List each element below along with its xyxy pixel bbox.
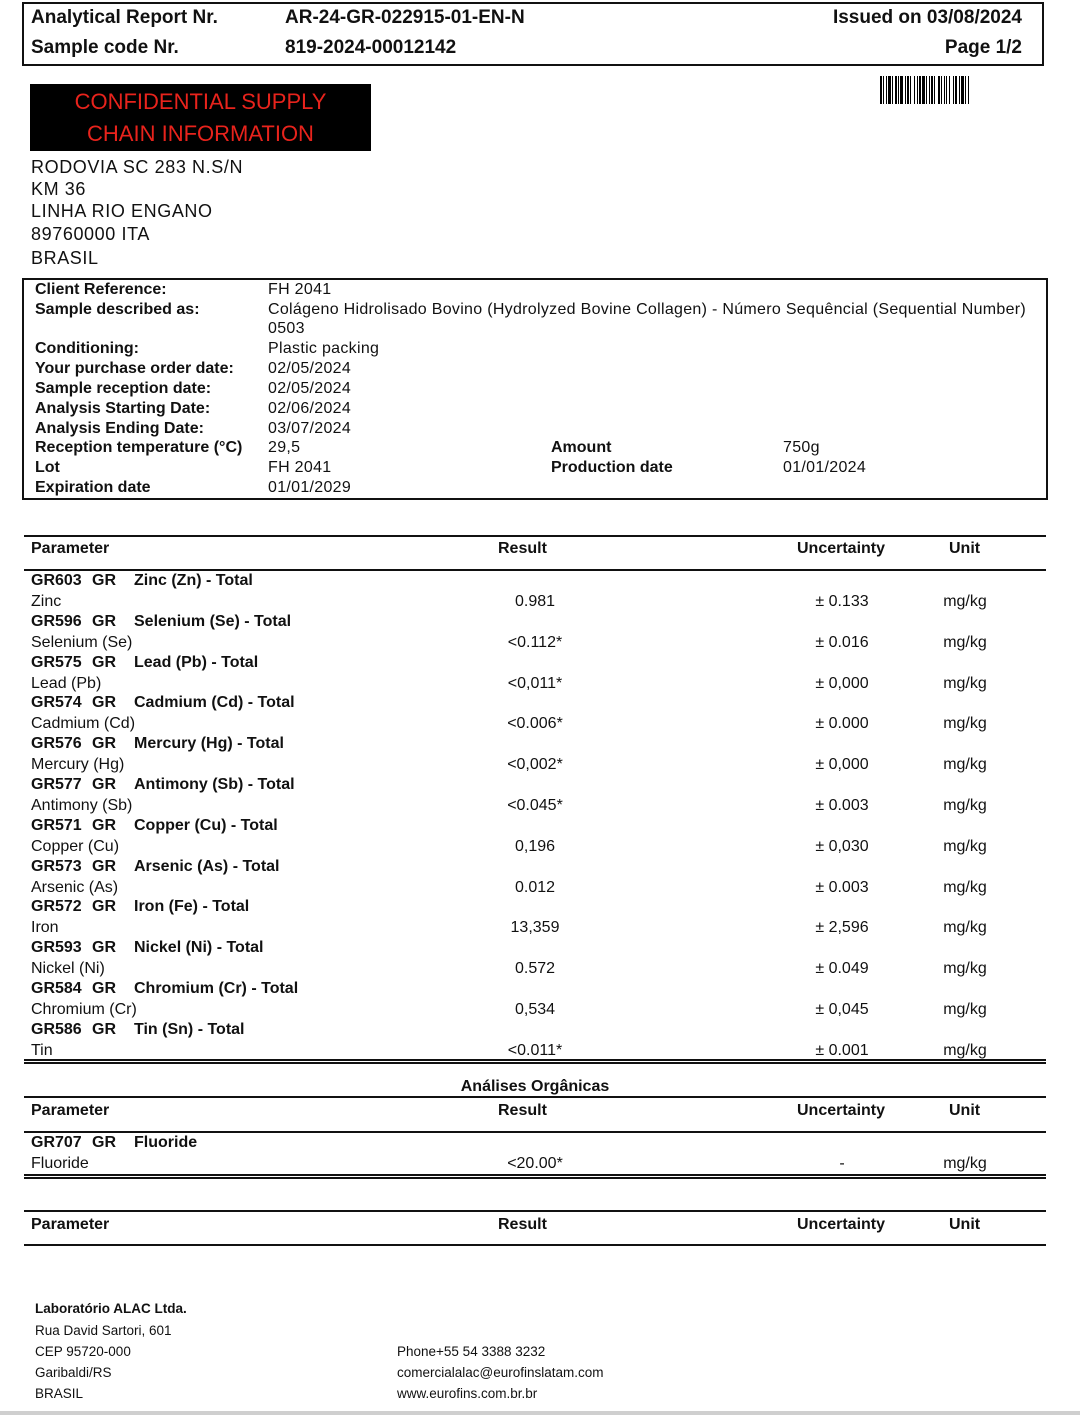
col-header-unit: Unit bbox=[949, 1216, 981, 1233]
confidential-line-2: CHAIN INFORMATION bbox=[87, 121, 314, 146]
amount-label: Amount bbox=[551, 439, 612, 456]
barcode-bar bbox=[886, 76, 887, 104]
page-indicator: Page 1/2 bbox=[944, 37, 1022, 58]
method-code: GR593 bbox=[31, 939, 82, 957]
reception-temp: 29,5 bbox=[268, 439, 301, 456]
result-value: 0.981 bbox=[514, 593, 556, 610]
unit-value: mg/kg bbox=[943, 715, 987, 733]
lot: FH 2041 bbox=[268, 459, 332, 476]
sample-description: Colágeno Hidrolisado Bovino (Hydrolyzed Bovine Collagen) - Número Sequêncial (Sequential Number) bbox=[268, 301, 1027, 318]
table-rule bbox=[24, 1244, 1046, 1246]
barcode-bar bbox=[898, 76, 899, 104]
unit-value: mg/kg bbox=[943, 633, 987, 651]
method-title: Nickel (Ni) - Total bbox=[134, 939, 264, 957]
sample-description-cont: 0503 bbox=[268, 320, 305, 337]
method-title: Lead (Pb) - Total bbox=[134, 653, 259, 671]
method-title: Mercury (Hg) - Total bbox=[134, 735, 284, 753]
unit-value: mg/kg bbox=[943, 960, 987, 978]
barcode-bar bbox=[953, 76, 954, 104]
uncertainty-value: - bbox=[839, 1155, 845, 1172]
method-code: GR596 bbox=[31, 612, 82, 630]
barcode-bar bbox=[883, 76, 884, 104]
unit-value: mg/kg bbox=[943, 1155, 987, 1172]
barcode-bar bbox=[955, 76, 957, 104]
expiration-date: 01/01/2029 bbox=[268, 479, 352, 496]
method-lab: GR bbox=[92, 857, 116, 875]
method-code: GR573 bbox=[31, 857, 82, 875]
parameter-name: Tin bbox=[31, 1041, 53, 1059]
parameter-name: Nickel (Ni) bbox=[31, 960, 105, 978]
analysis-end-label: Analysis Ending Date: bbox=[35, 420, 204, 437]
method-title: Antimony (Sb) - Total bbox=[134, 776, 295, 793]
method-code: GR572 bbox=[31, 898, 82, 916]
unit-value: mg/kg bbox=[943, 919, 987, 937]
page-bottom-edge bbox=[0, 1411, 1080, 1415]
parameter-name: Selenium (Se) bbox=[31, 633, 133, 651]
parameter-name: Lead (Pb) bbox=[31, 674, 102, 692]
table-rule bbox=[24, 569, 1046, 571]
lab-address-line: BRASIL bbox=[35, 1386, 84, 1401]
unit-value: mg/kg bbox=[943, 674, 987, 692]
barcode-bar bbox=[907, 76, 909, 104]
uncertainty-value: ± 0,030 bbox=[815, 837, 869, 855]
method-code: GR707 bbox=[31, 1134, 82, 1151]
issue-date: Issued on 03/08/2024 bbox=[832, 7, 1022, 28]
address-line: LINHA RIO ENGANO bbox=[31, 201, 213, 221]
col-header-result: Result bbox=[498, 540, 547, 557]
parameter-name: Mercury (Hg) bbox=[31, 756, 125, 774]
method-code: GR577 bbox=[31, 776, 82, 793]
conditioning-label: Conditioning: bbox=[35, 340, 139, 357]
method-code: GR584 bbox=[31, 980, 82, 997]
barcode-bar bbox=[910, 76, 911, 104]
table-rule bbox=[24, 1210, 1046, 1212]
barcode-bar bbox=[931, 76, 933, 104]
method-code: GR574 bbox=[31, 694, 82, 712]
result-value: 0,534 bbox=[514, 1001, 556, 1018]
col-header-unit: Unit bbox=[949, 540, 981, 557]
lab-phone: Phone+55 54 3388 3232 bbox=[397, 1344, 546, 1359]
result-value: 13,359 bbox=[510, 919, 560, 937]
barcode-bar bbox=[938, 76, 940, 104]
barcode-bar bbox=[926, 76, 927, 104]
analysis-start: 02/06/2024 bbox=[268, 400, 352, 417]
col-header-parameter: Parameter bbox=[31, 540, 110, 557]
col-header-result: Result bbox=[498, 1102, 547, 1119]
barcode-bar bbox=[961, 76, 964, 104]
barcode-bar bbox=[888, 76, 891, 104]
barcode-bar bbox=[941, 76, 942, 104]
barcode-bar bbox=[965, 76, 966, 104]
report-number-label: Analytical Report Nr. bbox=[31, 7, 218, 28]
address-line: BRASIL bbox=[31, 248, 99, 268]
lot-label: Lot bbox=[35, 459, 60, 476]
result-value: <0.011* bbox=[507, 1041, 563, 1059]
reception-date: 02/05/2024 bbox=[268, 380, 352, 397]
po-date-label: Your purchase order date: bbox=[35, 360, 234, 377]
barcode-bar bbox=[946, 76, 947, 104]
col-header-uncertainty: Uncertainty bbox=[797, 1216, 886, 1233]
method-code: GR571 bbox=[31, 816, 82, 834]
client-reference-label: Client Reference: bbox=[35, 281, 167, 298]
parameter-name: Chromium (Cr) bbox=[31, 1001, 137, 1018]
result-value: 0.572 bbox=[514, 960, 556, 978]
unit-value: mg/kg bbox=[943, 837, 987, 855]
client-reference: FH 2041 bbox=[268, 281, 332, 298]
method-title: Chromium (Cr) - Total bbox=[134, 980, 299, 997]
table-rule bbox=[24, 1131, 1046, 1133]
uncertainty-value: ± 0.133 bbox=[815, 593, 869, 610]
uncertainty-value: ± 0.016 bbox=[815, 633, 869, 651]
method-lab: GR bbox=[92, 572, 116, 589]
result-value: <0.112* bbox=[507, 633, 563, 651]
table-rule bbox=[24, 1062, 1046, 1064]
barcode-bar bbox=[968, 76, 969, 104]
method-lab: GR bbox=[92, 776, 116, 793]
sample-code-label: Sample code Nr. bbox=[31, 37, 179, 58]
conditioning: Plastic packing bbox=[268, 340, 380, 357]
uncertainty-value: ± 0.049 bbox=[815, 960, 869, 978]
col-header-result: Result bbox=[498, 1216, 547, 1233]
method-title: Fluoride bbox=[134, 1134, 198, 1151]
barcode-bar bbox=[905, 76, 906, 104]
barcode-bar bbox=[929, 76, 930, 104]
sample-description-label: Sample described as: bbox=[35, 301, 200, 318]
production-date-label: Production date bbox=[551, 459, 673, 476]
method-title: Copper (Cu) - Total bbox=[134, 816, 278, 834]
method-lab: GR bbox=[92, 612, 116, 630]
uncertainty-value: ± 0,000 bbox=[815, 674, 869, 692]
method-code: GR575 bbox=[31, 653, 82, 671]
barcode-bar bbox=[892, 76, 893, 104]
result-value: <0.006* bbox=[507, 715, 563, 733]
uncertainty-value: ± 0.003 bbox=[815, 797, 869, 814]
barcode-bar bbox=[944, 76, 945, 104]
barcode-bar bbox=[917, 76, 918, 104]
lab-address-line: Rua David Sartori, 601 bbox=[35, 1323, 172, 1338]
parameter-name: Zinc bbox=[31, 593, 62, 610]
barcode-bar bbox=[880, 76, 882, 104]
unit-value: mg/kg bbox=[943, 878, 987, 896]
reception-date-label: Sample reception date: bbox=[35, 380, 212, 397]
barcode-bar bbox=[914, 76, 915, 104]
method-title: Selenium (Se) - Total bbox=[134, 612, 292, 630]
method-lab: GR bbox=[92, 694, 116, 712]
method-lab: GR bbox=[92, 980, 116, 997]
barcode-bar bbox=[949, 76, 950, 104]
reception-temp-label: Reception temperature (°C) bbox=[35, 439, 243, 456]
unit-value: mg/kg bbox=[943, 797, 987, 814]
parameter-name: Fluoride bbox=[31, 1155, 89, 1172]
method-lab: GR bbox=[92, 653, 116, 671]
result-value: 0.012 bbox=[514, 878, 556, 896]
parameter-name: Copper (Cu) bbox=[31, 837, 120, 855]
uncertainty-value: ± 0.003 bbox=[815, 878, 869, 896]
parameter-name: Antimony (Sb) bbox=[31, 797, 133, 814]
unit-value: mg/kg bbox=[943, 1041, 987, 1059]
production-date: 01/01/2024 bbox=[783, 459, 867, 476]
method-lab: GR bbox=[92, 816, 116, 834]
result-value: <0,011* bbox=[507, 674, 563, 692]
confidential-banner bbox=[30, 84, 371, 151]
unit-value: mg/kg bbox=[943, 1001, 987, 1018]
uncertainty-value: ± 2,596 bbox=[815, 919, 869, 937]
col-header-parameter: Parameter bbox=[31, 1102, 110, 1119]
parameter-name: Iron bbox=[31, 919, 59, 937]
uncertainty-value: ± 0,000 bbox=[815, 756, 869, 774]
method-code: GR576 bbox=[31, 735, 82, 753]
organic-section-title: Análises Orgânicas bbox=[460, 1078, 610, 1095]
lab-email[interactable]: comercialalac@eurofinslatam.com bbox=[397, 1365, 604, 1380]
uncertainty-value: ± 0.000 bbox=[815, 715, 869, 733]
result-value: <0,002* bbox=[507, 756, 563, 774]
col-header-parameter: Parameter bbox=[31, 1216, 110, 1233]
table-rule bbox=[24, 1177, 1046, 1179]
unit-value: mg/kg bbox=[943, 756, 987, 774]
lab-address-line: CEP 95720-000 bbox=[35, 1344, 131, 1359]
barcode-bar bbox=[900, 76, 903, 104]
method-lab: GR bbox=[92, 898, 116, 916]
method-lab: GR bbox=[92, 1134, 116, 1151]
analysis-start-label: Analysis Starting Date: bbox=[35, 400, 211, 417]
table-rule bbox=[24, 1174, 1046, 1176]
confidential-line-1: CONFIDENTIAL SUPPLY bbox=[74, 89, 327, 114]
lab-address-line: Garibaldi/RS bbox=[35, 1365, 112, 1380]
barcode-bar bbox=[959, 76, 960, 104]
barcode-bar bbox=[919, 76, 921, 104]
method-title: Arsenic (As) - Total bbox=[134, 857, 280, 875]
barcode-bar bbox=[895, 76, 897, 104]
lab-name: Laboratório ALAC Ltda. bbox=[35, 1301, 187, 1316]
result-value: 0,196 bbox=[514, 837, 556, 855]
table-rule bbox=[24, 1059, 1046, 1061]
amount: 750g bbox=[783, 439, 820, 456]
analysis-end: 03/07/2024 bbox=[268, 420, 352, 437]
result-value: <0.045* bbox=[507, 797, 563, 814]
table-rule bbox=[24, 535, 1046, 537]
method-title: Zinc (Zn) - Total bbox=[134, 572, 253, 589]
sample-code: 819-2024-00012142 bbox=[285, 37, 457, 58]
col-header-uncertainty: Uncertainty bbox=[797, 540, 886, 557]
table-rule bbox=[24, 1096, 1046, 1098]
barcode-bar bbox=[934, 76, 935, 104]
lab-website[interactable]: www.eurofins.com.br.br bbox=[397, 1386, 538, 1401]
barcode-icon bbox=[880, 76, 1018, 104]
col-header-unit: Unit bbox=[949, 1102, 981, 1119]
col-header-uncertainty: Uncertainty bbox=[797, 1102, 886, 1119]
parameter-name: Arsenic (As) bbox=[31, 878, 119, 896]
method-title: Iron (Fe) - Total bbox=[134, 898, 250, 916]
method-code: GR603 bbox=[31, 572, 82, 589]
address-line: KM 36 bbox=[31, 179, 87, 199]
report-number: AR-24-GR-022915-01-EN-N bbox=[285, 7, 525, 28]
barcode-bar bbox=[922, 76, 925, 104]
unit-value: mg/kg bbox=[943, 593, 987, 610]
method-lab: GR bbox=[92, 735, 116, 753]
expiration-date-label: Expiration date bbox=[35, 479, 151, 496]
parameter-name: Cadmium (Cd) bbox=[31, 715, 136, 733]
address-line: RODOVIA SC 283 N.S/N bbox=[31, 157, 244, 177]
method-title: Cadmium (Cd) - Total bbox=[134, 694, 295, 712]
address-line: 89760000 ITA bbox=[31, 224, 150, 244]
uncertainty-value: ± 0.001 bbox=[815, 1041, 869, 1059]
method-lab: GR bbox=[92, 1020, 116, 1038]
method-code: GR586 bbox=[31, 1020, 82, 1038]
method-lab: GR bbox=[92, 939, 116, 957]
po-date: 02/05/2024 bbox=[268, 360, 352, 377]
result-value: <20.00* bbox=[507, 1155, 563, 1172]
method-title: Tin (Sn) - Total bbox=[134, 1020, 245, 1038]
uncertainty-value: ± 0,045 bbox=[815, 1001, 869, 1018]
